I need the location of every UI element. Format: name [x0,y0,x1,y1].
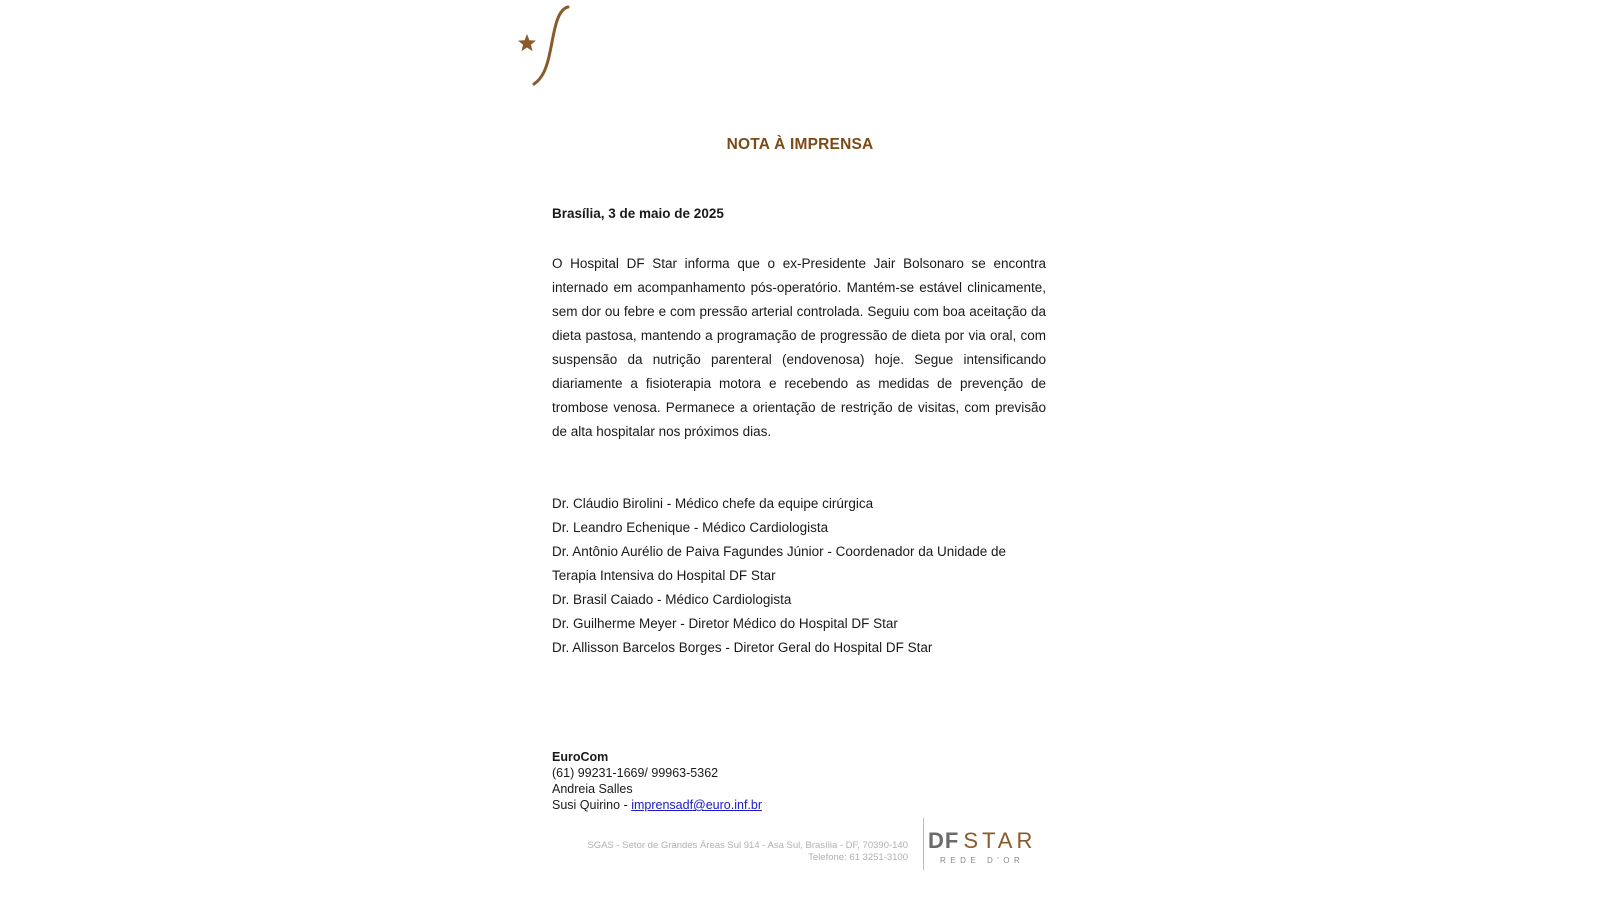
dfstar-logo [928,824,1036,868]
signatory-item: Dr. Allisson Barcelos Borges - Diretor Geral do Hospital DF Star [552,640,933,655]
body-paragraph: O Hospital DF Star informa que o ex-Presidente Jair Bolsonaro se encontra internado em acompanhamento pós-operatório. Mantém-se estável clinicamente, sem dor ou febre e com pressão arterial controlada. Seguiu com boa aceitação da dieta pastosa, mantendo a programação de progressão de dieta por via oral, com suspensão da nutrição parenteral (endovenosa) hoje. Segue intensificando diariamente a fisioterapia motora e recebendo as medidas de prevenção de trombose venosa. Permanece a orientação de restrição de visitas, com previsão de alta hospitalar nos próximos dias. [552,256,1046,439]
footer-phone-line: Telefone: 61 3251-3100 [808,852,908,863]
contact-email-link[interactable]: imprensadf@euro.inf.br [631,798,763,812]
footer-divider [923,818,924,870]
star-curve-logo-icon [516,4,588,88]
contact-org: EuroCom [552,750,609,764]
footer-address-line: SGAS - Setor de Grandes Áreas Sul 914 - Asa Sul, Brasília - DF, 70390-140 [587,840,908,851]
brand-star-text: STAR [963,828,1037,853]
contact-person: Andreia Salles [552,782,633,796]
signatory-item: Dr. Cláudio Birolini - Médico chefe da equipe cirúrgica [552,496,874,511]
brand-subtitle: REDE D'OR [940,856,1025,865]
contact-phones: (61) 99231-1669/ 99963-5362 [552,766,719,780]
signatories-list [552,492,1046,660]
contact-person-prefix: Susi Quirino - [552,798,632,812]
page-title: NOTA À IMPRENSA [726,136,874,153]
brand-df-text: DF [928,828,960,853]
footer-address [552,840,908,864]
brand-wordmark [928,824,1036,854]
signatory-item: Dr. Leandro Echenique - Médico Cardiologista [552,520,829,535]
contact-person-with-email [552,797,762,813]
dateline: Brasília, 3 de maio de 2025 [552,206,724,221]
signatory-item: Dr. Guilherme Meyer - Diretor Médico do Hospital DF Star [552,616,898,631]
signatory-item: Dr. Brasil Caiado - Médico Cardiologista [552,592,792,607]
signatory-item: Dr. Antônio Aurélio de Paiva Fagundes Júnior - Coordenador da Unidade de Terapia Intensiva do Hospital DF Star [552,544,1007,583]
press-contact-block [552,749,762,813]
